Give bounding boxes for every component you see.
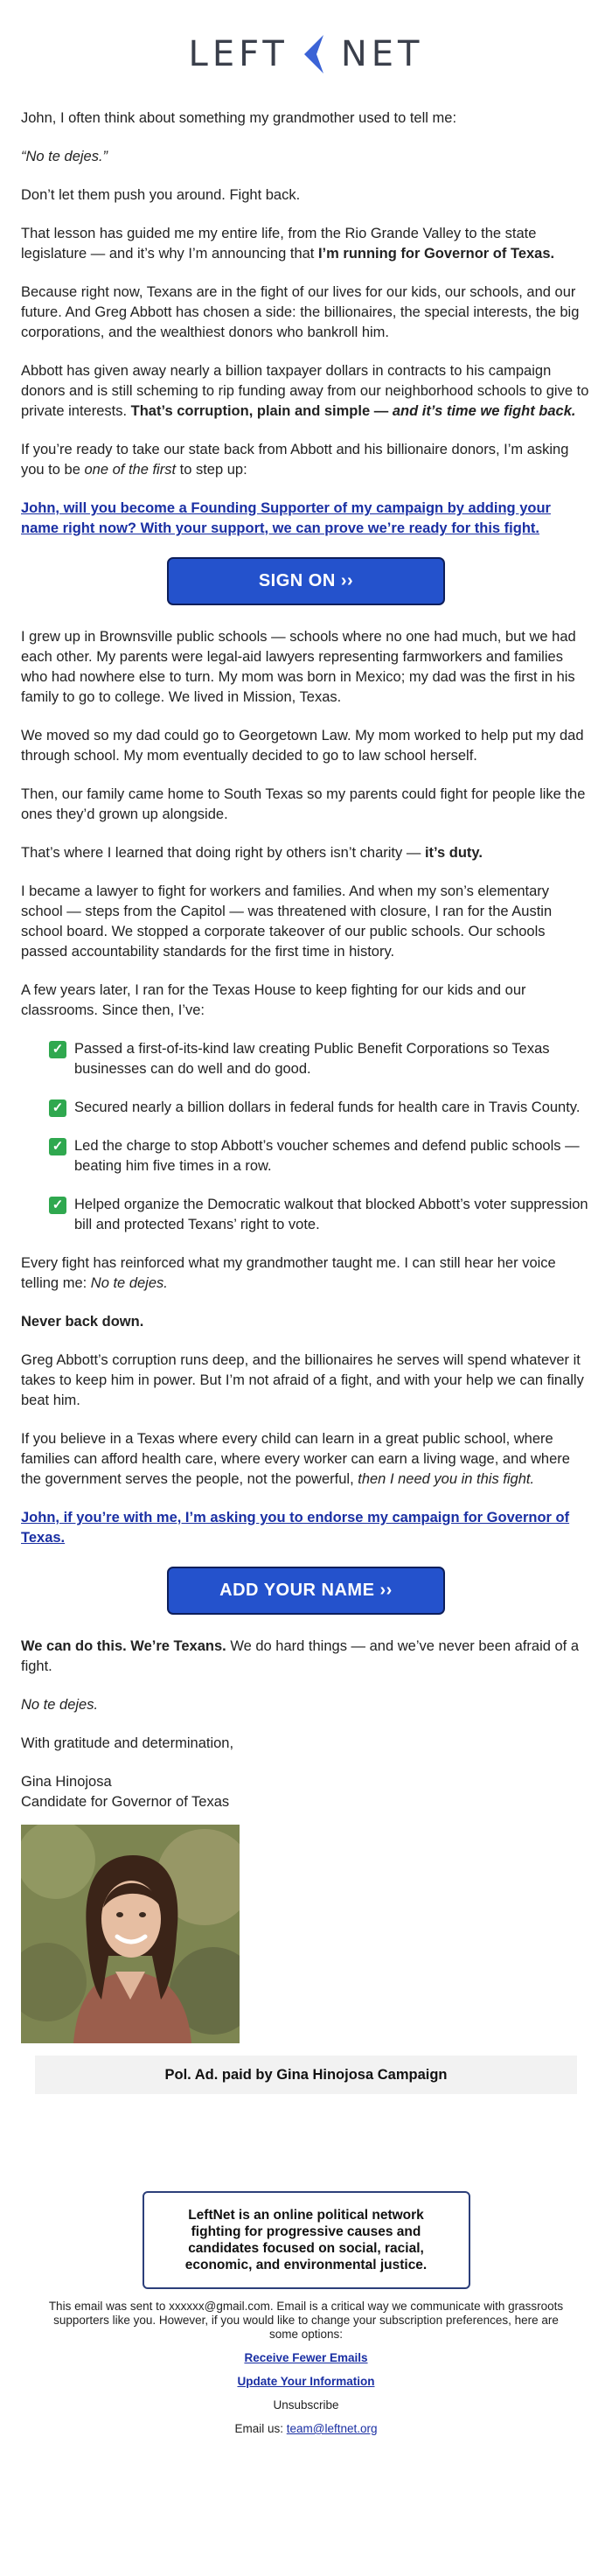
chevron-left-icon <box>297 33 332 75</box>
texas-house-paragraph: A few years later, I ran for the Texas House to keep fighting for our kids and our classrooms. Since then, I’ve: <box>21 982 526 1018</box>
lawyer-paragraph: I became a lawyer to fight for workers and families. And when my son’s elementary school — steps from the Capitol — was threatened with closure, I ran for the Austin school board. We stopped a corporate takeover of our public schools. Our schools passed accountability standards for the first time in history. <box>21 883 553 960</box>
logo-left-text: LEFT <box>188 33 289 74</box>
update-information-link[interactable]: Update Your Information <box>237 2375 375 2388</box>
list-item <box>49 1039 591 1079</box>
footer-notice: This email was sent to xxxxxx@gmail.com. Email is a critical way we communicate with grassroots supporters like you. However, if you would like to change your subscription preferences, here are some options: <box>48 2300 564 2341</box>
signer-name: Gina Hinojosa <box>21 1774 112 1790</box>
sign-on-button[interactable]: SIGN ON ›› <box>167 557 445 605</box>
leftnet-logo <box>0 0 612 108</box>
founding-supporter-paragraph <box>21 499 591 539</box>
list-item <box>49 1136 591 1176</box>
lesson-paragraph: That lesson has guided me my entire life, from the Rio Grande Valley to the state legislature — and it’s why I’m announcing that I’m running for Governor of Texas. <box>21 226 555 262</box>
greeting: John, I often think about something my grandmother used to tell me: <box>21 110 457 126</box>
receive-fewer-emails-link[interactable]: Receive Fewer Emails <box>244 2351 368 2364</box>
accomplishment-text: Helped organize the Democratic walkout that blocked Abbott’s voter suppression bill and protected Texans’ right to vote. <box>74 1197 588 1232</box>
signoff: With gratitude and determination, <box>21 1735 234 1751</box>
sign-on-wrap <box>21 557 591 605</box>
ready-paragraph: If you’re ready to take our state back from Abbott and his billionaire donors, I’m asking you to be one of the first to step up: <box>21 442 569 478</box>
spacer <box>0 2094 612 2191</box>
candidate-photo <box>21 1825 240 2043</box>
quote: “No te dejes.” <box>21 149 108 164</box>
south-texas-paragraph: Then, our family came home to South Texas so my parents could fight for people like the ones they’d grown up alongside. <box>21 786 586 822</box>
believe-paragraph: If you believe in a Texas where every child can learn in a great public school, where families can afford health care, where every worker can earn a living wage, and where the government serves the people, not the powerful, then I need you in this fight. <box>21 1431 570 1487</box>
check-mark-icon: ✓ <box>49 1100 66 1117</box>
founding-supporter-link[interactable]: John, will you become a Founding Supporter of my campaign by adding your name right now? With your support, we can prove we’re ready for this fight. <box>21 500 551 536</box>
corruption-paragraph: Greg Abbott’s corruption runs deep, and the billionaires he serves will spend whatever it takes to keep him in power. But I’m not afraid of a fight, and with your help we can finally beat him. <box>21 1352 584 1408</box>
fight-paragraph: Because right now, Texans are in the fight of our lives for our kids, our schools, and our future. And Greg Abbott has chosen a side: the billionaires, the special interests, the big corporations, and the wealthiest donors who bankroll him. <box>21 284 580 340</box>
add-name-wrap <box>21 1567 591 1615</box>
unsubscribe-link[interactable]: Unsubscribe <box>273 2398 339 2412</box>
fight-back-paragraph: Don’t let them push you around. Fight back. <box>21 187 301 203</box>
email-label: Email us: <box>234 2422 287 2435</box>
endorse-link[interactable]: John, if you’re with me, I’m asking you to endorse my campaign for Governor of Texas. <box>21 1510 570 1546</box>
accomplishment-text: Secured nearly a billion dollars in federal funds for health care in Travis County. <box>74 1100 581 1115</box>
we-can-paragraph: We can do this. We’re Texans. We do hard things — and we’ve never been afraid of a fight. <box>21 1638 580 1674</box>
check-mark-icon: ✓ <box>49 1138 66 1155</box>
contact-email-link[interactable]: team@leftnet.org <box>286 2422 378 2435</box>
georgetown-paragraph: We moved so my dad could go to Georgetown Law. My mom worked to help put my dad through school. My mom eventually decided to go to law school herself. <box>21 728 584 764</box>
accomplishment-text: Passed a first-of-its-kind law creating Public Benefit Corporations so Texas businesses can do well and do good. <box>74 1041 550 1077</box>
signer-title: Candidate for Governor of Texas <box>21 1794 230 1810</box>
footer <box>0 2289 612 2436</box>
accomplishment-text: Led the charge to stop Abbott’s voucher schemes and defend public schools — beating him five times in a row. <box>74 1138 580 1174</box>
never-back-down: Never back down. <box>21 1314 144 1330</box>
accomplishments-list <box>49 1039 591 1235</box>
candidate-portrait-icon <box>21 1825 240 2043</box>
reinforced-paragraph: Every fight has reinforced what my grandmother taught me. I can still hear her voice telling me: No te dejes. <box>21 1255 556 1291</box>
brownsville-paragraph: I grew up in Brownsville public schools — schools where no one had much, but we had each other. My parents were legal-aid lawyers representing farmworkers and families who had nowhere else to turn. My mom was born in Mexico; my dad was the first in his family to go to college. We lived in Mission, Texas. <box>21 629 576 705</box>
leftnet-about-box: LeftNet is an online political network fighting for progressive causes and candidates focused on social, racial, economic, and environmental justice. <box>143 2191 470 2289</box>
political-ad-disclaimer: Pol. Ad. paid by Gina Hinojosa Campaign <box>35 2056 577 2094</box>
check-mark-icon: ✓ <box>49 1041 66 1058</box>
list-item <box>49 1098 591 1118</box>
no-te-dejes-closing: No te dejes. <box>21 1697 99 1713</box>
logo-right-text: NET <box>340 33 424 74</box>
abbott-paragraph: Abbott has given away nearly a billion taxpayer dollars in contracts to his campaign donors and is still scheming to rip funding away from our neighborhood schools to give to private interests. That’s corruption, plain and simple — and it’s time we fight back. <box>21 363 589 419</box>
endorse-paragraph <box>21 1508 591 1548</box>
check-mark-icon: ✓ <box>49 1197 66 1214</box>
duty-paragraph: That’s where I learned that doing right by others isn’t charity — it’s duty. <box>21 845 483 861</box>
footer-email-line <box>44 2422 568 2436</box>
signature-block <box>21 1772 591 1812</box>
add-your-name-button[interactable]: ADD YOUR NAME ›› <box>167 1567 445 1615</box>
letter-body <box>0 108 612 2043</box>
list-item <box>49 1195 591 1235</box>
